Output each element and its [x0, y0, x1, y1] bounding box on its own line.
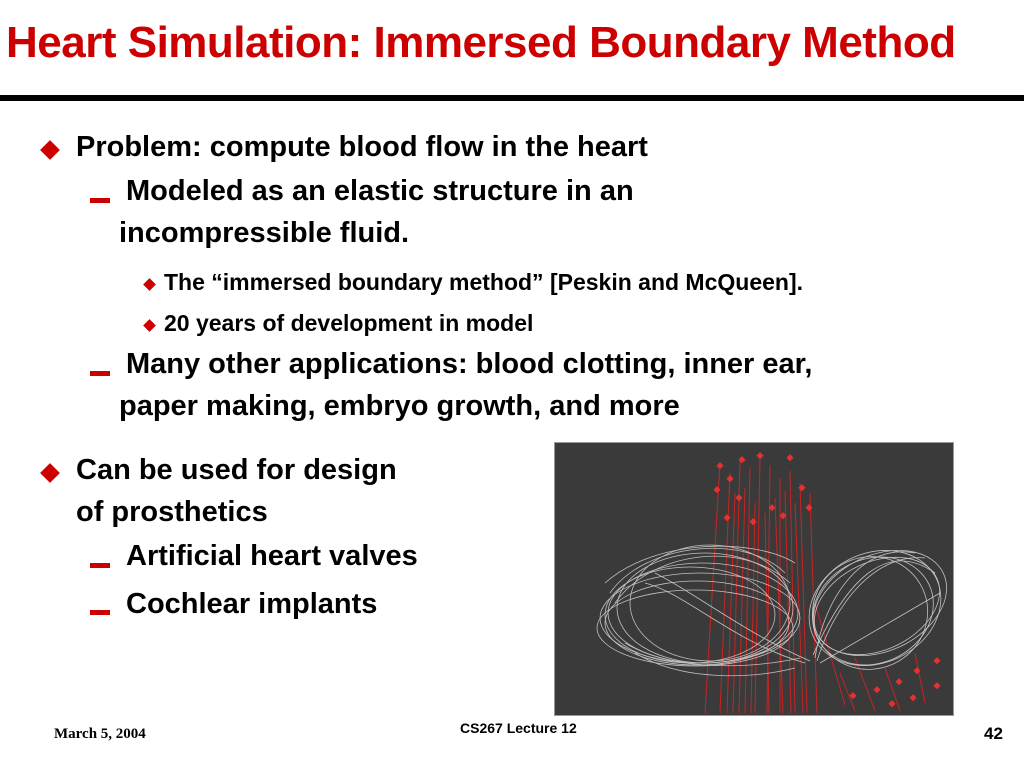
- subbullet-modeled-line1: Modeled as an elastic structure in an: [126, 175, 634, 207]
- title-divider: [0, 95, 1024, 101]
- red-dash-bullet-icon: [90, 198, 110, 203]
- heart-fiber-rendering: [555, 443, 953, 715]
- subbullet-applications-line1: Many other applications: blood clotting, inner ear,: [126, 348, 813, 380]
- subbullet-heart-valves: Artificial heart valves: [126, 540, 418, 572]
- red-diamond-small-bullet-icon: [143, 278, 156, 291]
- red-dash-bullet-icon: [90, 610, 110, 615]
- heart-simulation-image: [554, 442, 954, 716]
- footer-lecture: CS267 Lecture 12: [460, 720, 577, 736]
- red-dash-bullet-icon: [90, 371, 110, 376]
- bullet-problem: Problem: compute blood flow in the heart: [76, 131, 648, 163]
- subsubbullet-ibm: The “immersed boundary method” [Peskin and McQueen].: [164, 269, 804, 295]
- red-diamond-bullet-icon: [40, 463, 60, 483]
- subsubbullet-20-years: 20 years of development in model: [164, 310, 534, 336]
- bullet-prosthetics-line1: Can be used for design: [76, 454, 397, 486]
- red-dash-bullet-icon: [90, 563, 110, 568]
- bullet-prosthetics-line2: of prosthetics: [76, 496, 268, 528]
- page-number: 42: [984, 724, 1003, 743]
- footer-date: March 5, 2004: [54, 726, 146, 742]
- red-diamond-small-bullet-icon: [143, 319, 156, 332]
- subbullet-cochlear: Cochlear implants: [126, 588, 378, 620]
- subbullet-applications-line2: paper making, embryo growth, and more: [119, 390, 680, 422]
- red-diamond-bullet-icon: [40, 140, 60, 160]
- slide-title: Heart Simulation: Immersed Boundary Method: [6, 18, 956, 67]
- subbullet-modeled-line2: incompressible fluid.: [119, 217, 410, 249]
